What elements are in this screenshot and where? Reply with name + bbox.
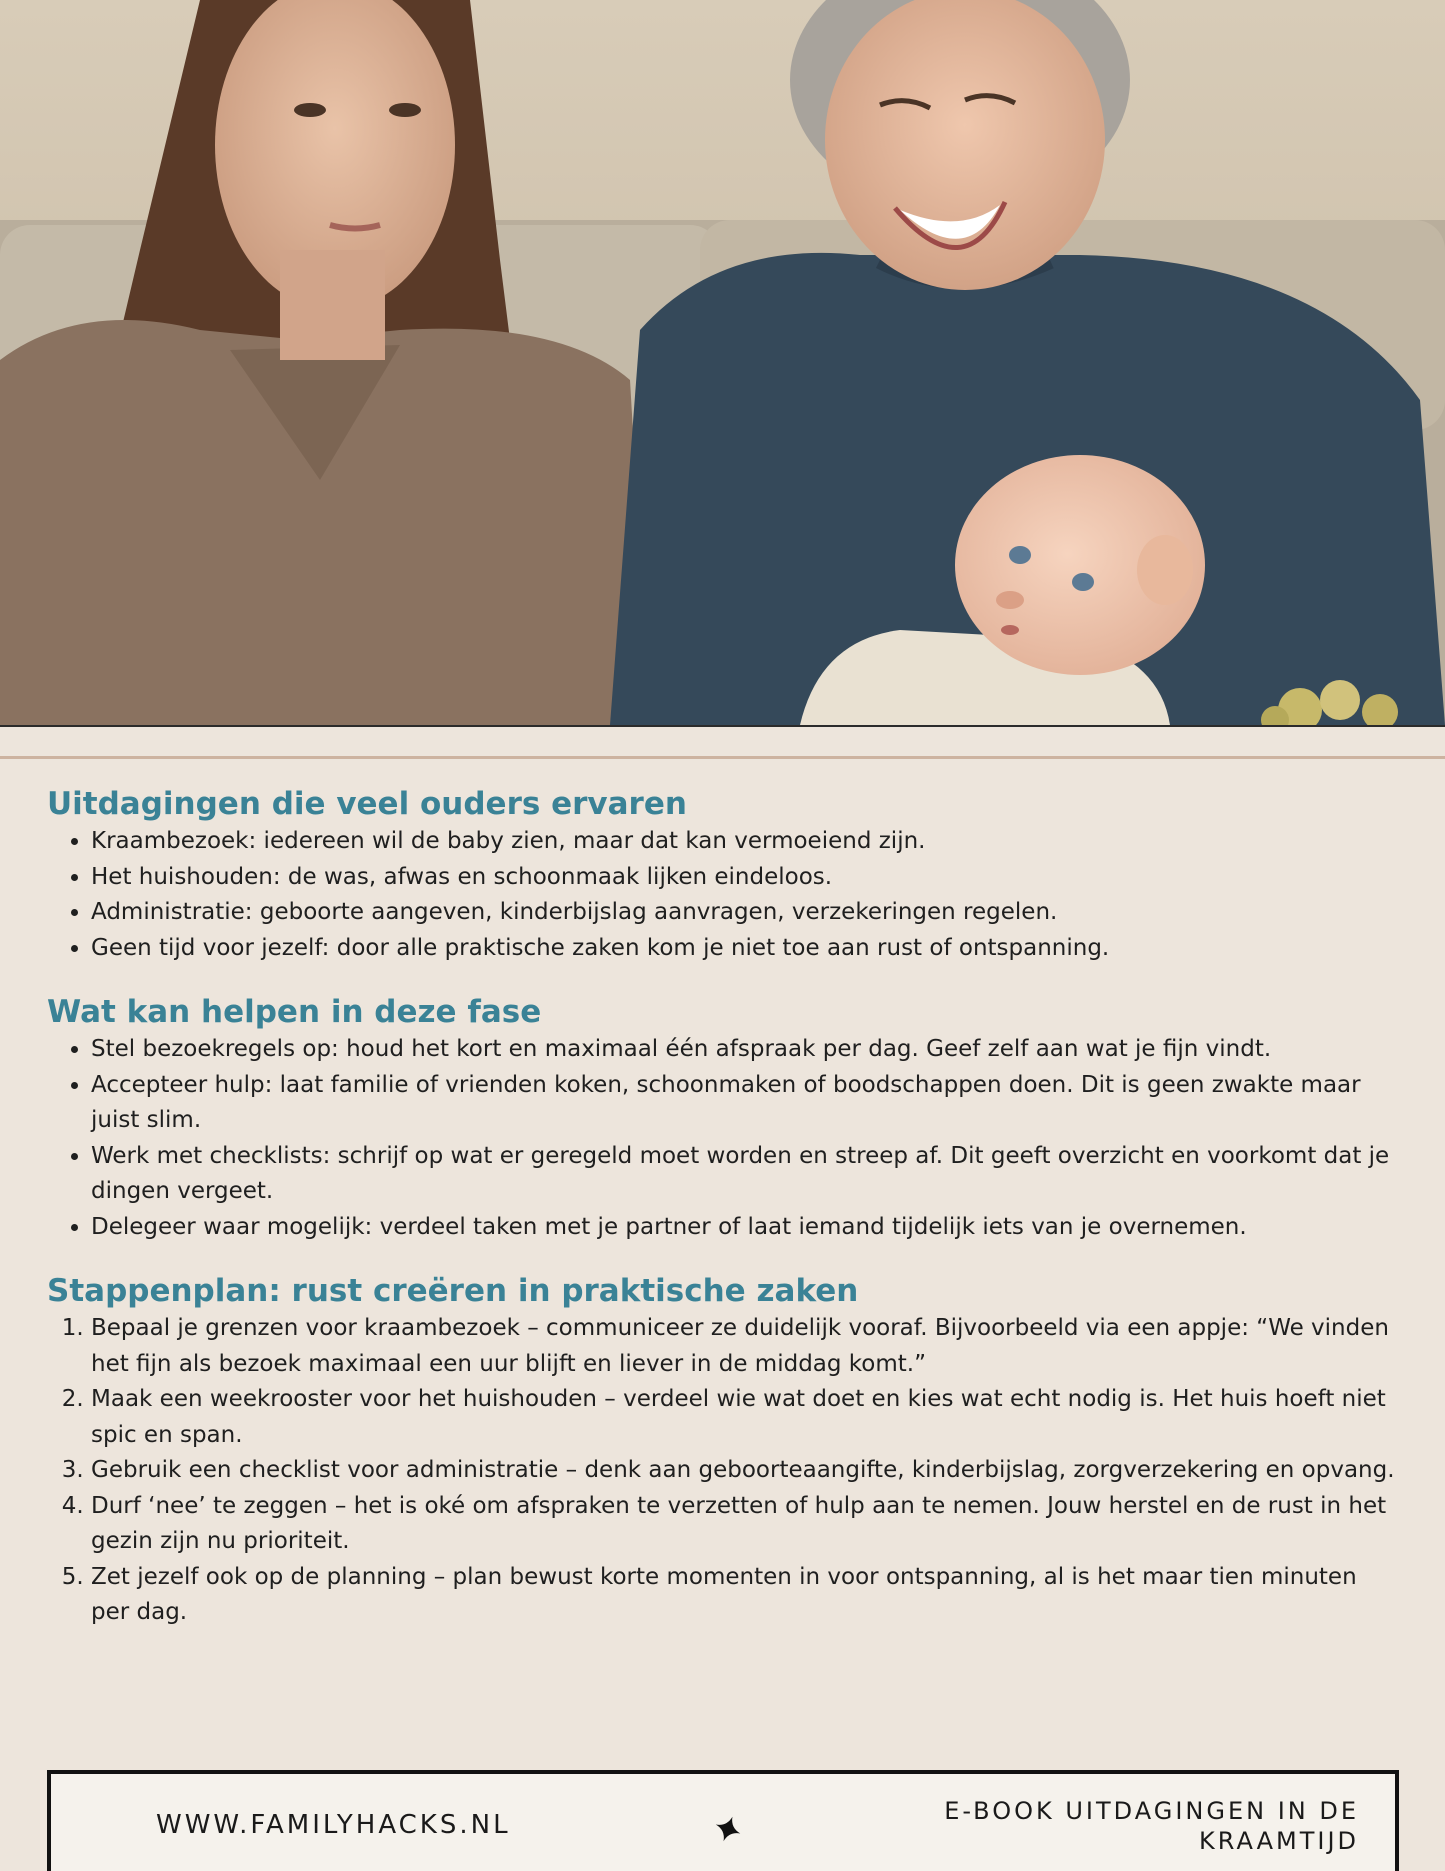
- list-item: 2. Maak een weekrooster voor het huishouden – verdeel wie wat doet en kies wat echt nodig is. Het huis hoeft niet spic en span.: [91, 1382, 1397, 1453]
- list-item: 4. Durf ‘nee’ te zeggen – het is oké om afspraken te verzetten of hulp aan te nemen. Jouw herstel en de rust in het gezin zijn nu prioriteit.: [91, 1489, 1397, 1560]
- main-content: [47, 784, 1397, 1657]
- section-steps: [47, 1271, 1397, 1631]
- list-item: • Accepteer hulp: laat familie of vrienden koken, schoonmaken of boodschappen doen. Dit is geen zwakte maar juist slim.: [91, 1068, 1397, 1139]
- list-item: 1. Bepaal je grenzen voor kraambezoek – communiceer ze duidelijk vooraf. Bijvoorbeeld via een appje: “We vinden het fijn als bezoek maximaal een uur blijft en liever in de middag komt.”: [91, 1311, 1397, 1382]
- section-heading: Stappenplan: rust creëren in praktische zaken: [47, 1273, 859, 1309]
- footer-box: [47, 1770, 1399, 1871]
- four-point-star-icon: [711, 1812, 745, 1846]
- list-item: • Kraambezoek: iedereen wil de baby zien, maar dat kan vermoeiend zijn.: [91, 824, 1397, 860]
- photo-family-grandmother-baby: [0, 0, 1445, 725]
- steps-list: [47, 1311, 1397, 1631]
- section-challenges: [47, 784, 1397, 966]
- list-item: • Stel bezoekregels op: houd het kort en maximaal één afspraak per dag. Geef zelf aan wat je fijn vindt.: [91, 1032, 1397, 1068]
- list-item: 3. Gebruik een checklist voor administratie – denk aan geboorteaangifte, kinderbijslag, zorgverzekering en opvang.: [91, 1453, 1397, 1489]
- section-heading: Uitdagingen die veel ouders ervaren: [47, 786, 687, 822]
- challenges-list: [47, 824, 1397, 966]
- divider-line: [0, 756, 1445, 759]
- list-item: • Werk met checklists: schrijf op wat er geregeld moet worden en streep af. Dit geeft overzicht en voorkomt dat je dingen vergeet.: [91, 1139, 1397, 1210]
- list-item: • Het huishouden: de was, afwas en schoonmaak lijken eindeloos.: [91, 860, 1397, 896]
- hero-photo: [0, 0, 1445, 727]
- section-heading: Wat kan helpen in deze fase: [47, 994, 542, 1030]
- ebook-title: E-BOOK UITDAGINGEN IN DE KRAAMTIJD: [944, 1797, 1359, 1855]
- section-help: [47, 992, 1397, 1245]
- list-item: • Administratie: geboorte aangeven, kinderbijslag aanvragen, verzekeringen regelen.: [91, 895, 1397, 931]
- website-link[interactable]: WWW.FAMILYHACKS.NL: [156, 1810, 511, 1840]
- list-item: • Geen tijd voor jezelf: door alle praktische zaken kom je niet toe aan rust of ontspanning.: [91, 931, 1397, 967]
- list-item: 5. Zet jezelf ook op de planning – plan bewust korte momenten in voor ontspanning, al is het maar tien minuten per dag.: [91, 1560, 1397, 1631]
- help-list: [47, 1032, 1397, 1245]
- list-item: • Delegeer waar mogelijk: verdeel taken met je partner of laat iemand tijdelijk iets van je overnemen.: [91, 1210, 1397, 1246]
